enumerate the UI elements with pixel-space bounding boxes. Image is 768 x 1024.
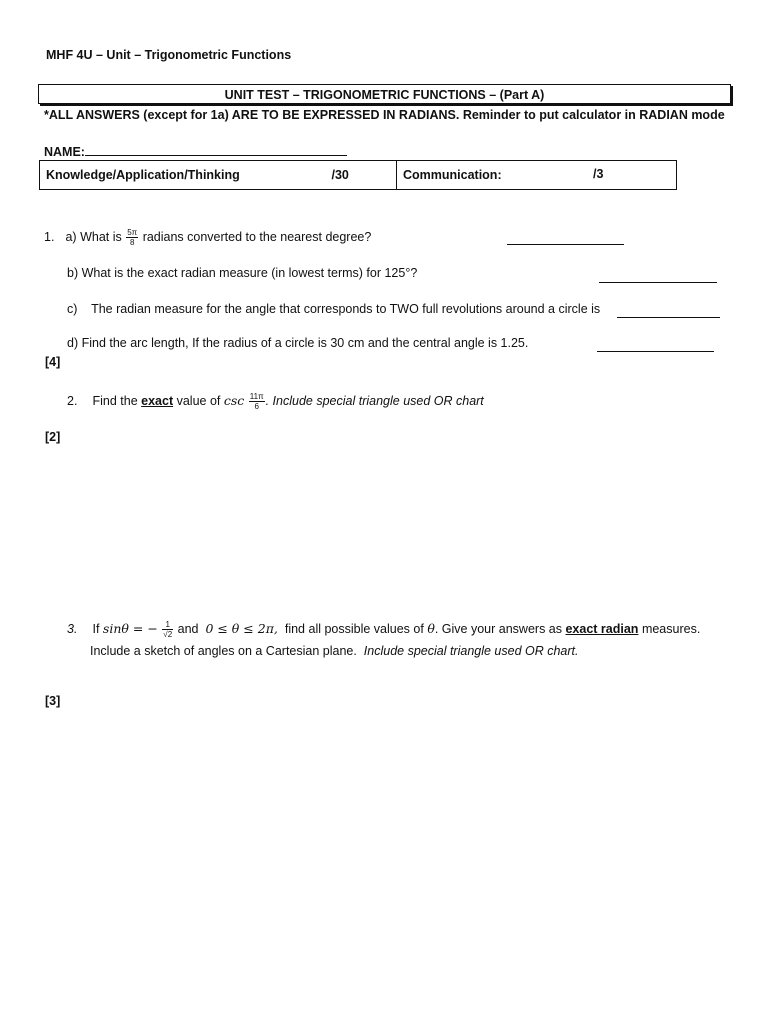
kat-value: /30 [331, 168, 349, 182]
q3-marks: [3] [45, 694, 61, 708]
q3-and: and [177, 621, 199, 636]
kat-cell [40, 161, 397, 190]
q2-marks: [2] [45, 430, 61, 444]
q3-measures: measures. [641, 621, 701, 636]
q3-number: 3. [67, 621, 78, 636]
q2-prefix: Find the [92, 393, 138, 408]
q3-theta: θ [427, 620, 435, 636]
q2-func: csc [223, 392, 245, 408]
question-2 [67, 392, 484, 411]
q1c-answer-blank[interactable] [617, 305, 720, 318]
name-label: NAME: [44, 145, 85, 159]
q1-marks: [4] [45, 355, 61, 369]
question-3-line2 [90, 644, 579, 658]
q1a-answer-blank[interactable] [507, 232, 624, 245]
test-title: UNIT TEST – TRIGONOMETRIC FUNCTIONS – (Part A) [38, 84, 731, 104]
q1a-fraction: $\frac{5\pi}{8}$ [127, 228, 138, 247]
q3-exact-radian: exact radian [565, 621, 639, 636]
q1d-answer-blank[interactable] [597, 339, 714, 352]
q3-range: 0 ≤ θ ≤ 2π, [205, 620, 278, 636]
comm-value: /3 [593, 167, 604, 181]
q3-sin-expr: sinθ = − [102, 620, 158, 636]
q3-line2-italic: Include special triangle used OR chart. [363, 644, 579, 658]
q2-mid: value of [176, 393, 221, 408]
q3-if: If [92, 621, 100, 636]
q3-line2: Include a sketch of angles on a Cartesian plane. [90, 644, 357, 658]
q1a-prefix: a) What is [65, 229, 122, 244]
q1c-label: c) [67, 302, 78, 316]
comm-label: Communication: [403, 168, 502, 182]
question-1d: d) Find the arc length, If the radius of a circle is 30 cm and the central angle is 1.25. [67, 336, 529, 350]
question-1b: b) What is the exact radian measure (in lowest terms) for 125°? [67, 266, 418, 280]
q3-give: . Give your answers as [434, 621, 562, 636]
name-blank[interactable] [85, 143, 347, 156]
q1c-text: The radian measure for the angle that corresponds to TWO full revolutions around a circle is [91, 302, 601, 316]
course-header: MHF 4U – Unit – Trigonometric Functions [46, 48, 292, 62]
instruction-text: *ALL ANSWERS (except for 1a) ARE TO BE EXPRESSED IN RADIANS. Reminder to put calculator in RADIAN mode [44, 108, 725, 122]
q2-suffix: . Include special triangle used OR chart [265, 393, 484, 408]
q2-exact: exact [141, 393, 174, 408]
question-3 [67, 620, 700, 639]
question-1c [67, 302, 600, 316]
comm-cell [397, 161, 677, 190]
q1-number: 1. [44, 229, 55, 244]
kat-label: Knowledge/Application/Thinking [46, 168, 240, 182]
q2-number: 2. [67, 393, 78, 408]
q3-fraction: $\frac{1}{√2}$ [163, 620, 173, 639]
q1b-answer-blank[interactable] [599, 270, 717, 283]
q3-find: find all possible values of [284, 621, 424, 636]
marks-table [39, 160, 677, 190]
question-1a [44, 228, 371, 247]
name-field[interactable] [44, 143, 347, 159]
q1a-suffix: radians converted to the nearest degree? [142, 229, 372, 244]
q2-fraction: $\frac{11\pi}{6}$ [249, 392, 264, 411]
